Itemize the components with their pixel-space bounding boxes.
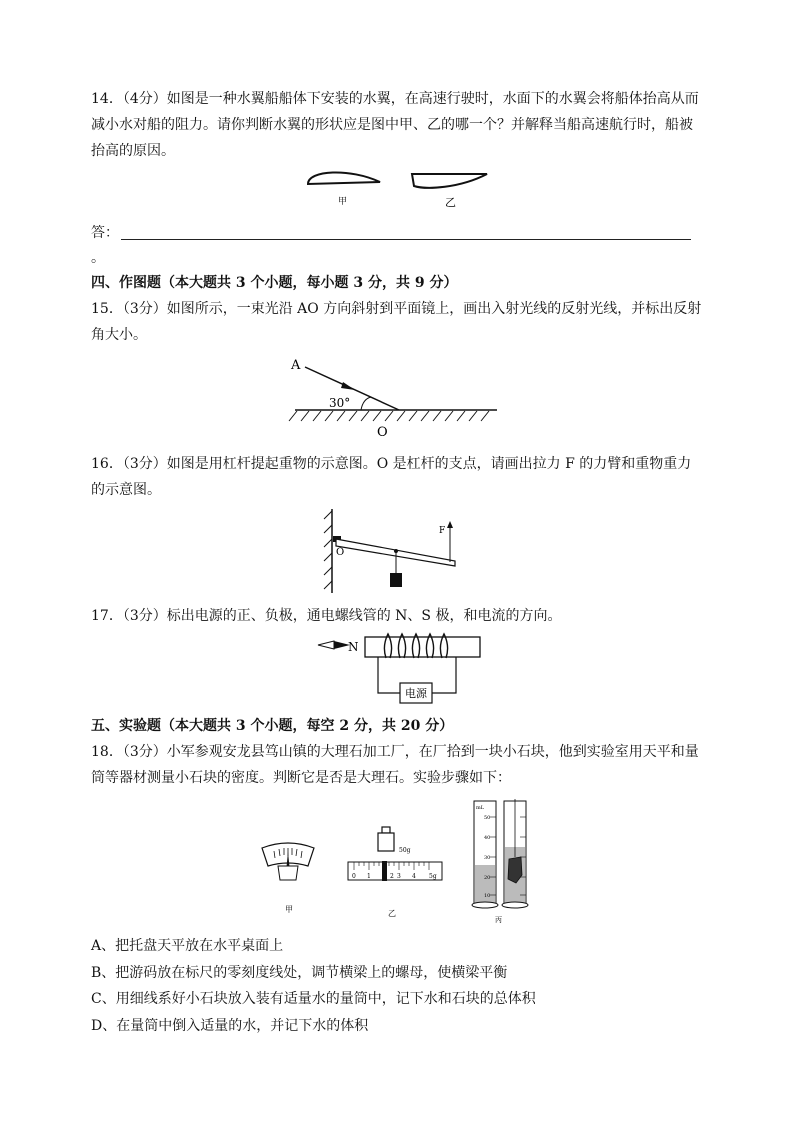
q15-text: 15．（3分）如图所示，一束光沿 AO 方向斜射到平面镜上，画出入射光线的反射光线，并标出反射角大小。 [91,301,702,343]
section5-title: 五、实验题（本大题共 3 个小题，每空 2 分，共 20 分） [91,718,454,734]
cyl-mark-50: 50 [484,815,491,821]
ruler-tick-3: 3 [397,873,401,880]
answer-line[interactable] [121,239,691,240]
hydrofoil-yi-shape [412,174,487,188]
label-yi-18: 乙 [388,909,396,918]
balance-figure [256,838,321,918]
step-d: D、在量筒中倒入适量的水，并记下水的体积 [91,1018,369,1034]
wire-right [432,657,456,693]
q16-text: 16．（3分）如图是用杠杆提起重物的示意图。O 是杠杆的支点，请画出拉力 F 的力臂和重物重力的示意图。 [91,456,692,498]
label-a: A [291,358,301,373]
ruler-tick-4: 4 [412,873,416,880]
q18-text: 18．（3分）小军参观安龙县笃山镇的大理石加工厂，在厂拾到一块小石块，他到实验室用天平和量筒等器材测量小石块的密度。判断它是否是大理石。实验步骤如下： [91,744,699,786]
angle-arc [361,397,371,410]
q14-text: 14．（4分）如图是一种水翼船船体下安装的水翼，在高速行驶时，水面下的水翼会将船体抬高从而减小水对船的阻力。请你判断水翼的形状应是图中甲、乙的哪一个？并解释当船高速航行时，船被抬高的原因。 [91,91,699,159]
step-b: B、把游码放在标尺的零刻度线处，调节横梁上的螺母，使横梁平衡 [91,965,508,981]
rider-slider[interactable] [382,861,387,881]
scale-base [278,866,298,880]
label-o: O [336,547,345,558]
cylinder-figure [466,795,538,927]
ruler-tick-2: 2 [390,873,394,880]
compass-needle-icon [318,641,334,649]
ruler-tick-5: 5g [429,873,437,880]
weight-hook [382,827,390,833]
cylinder-right [502,799,528,908]
weight-body [378,833,394,851]
label-jia: 甲 [338,197,348,207]
step-c: C、用细线系好小石块放入装有适量水的量筒中，记下水和石块的总体积 [91,991,536,1007]
weight-label: 50g [399,847,411,854]
cyl-mark-30: 30 [484,855,491,861]
mirror-hatching [289,411,489,421]
ruler-tick-1: 1 [367,873,371,880]
label-n: N [348,640,359,654]
label-power: 电源 [405,687,427,700]
rider-ruler-figure [346,824,446,920]
cyl-mark-40: 40 [484,835,491,841]
wall-hatching [324,511,332,589]
label-f: F [439,526,446,536]
label-o: O [377,425,388,440]
answer-end: 。 [91,250,105,266]
cylinder-left [472,801,498,908]
lever-figure [320,505,470,597]
ruler-tick-0: 0 [352,873,356,880]
solenoid-figure [310,633,490,713]
step-a: A、把托盘天平放在水平桌面上 [91,938,284,954]
load-weight [390,573,402,587]
label-jia-18: 甲 [285,905,293,914]
q17-text: 17．（3分）标出电源的正、负极，通电螺线管的 N、S 极，和电流的方向。 [91,608,562,624]
force-arrow-icon [447,521,453,528]
cyl-mark-10: 10 [484,893,491,899]
label-yi: 乙 [445,196,456,209]
section4-title: 四、作图题（本大题共 3 个小题，每小题 3 分，共 9 分） [91,275,458,291]
solenoid-tube [365,637,480,657]
hydrofoil-figure [300,164,500,214]
hydrofoil-jia-shape [308,172,380,184]
cyl-mark-20: 20 [484,875,491,881]
wire-left [378,657,400,693]
label-bing: 丙 [495,916,502,924]
answer-label: 答： [91,225,119,241]
cyl-unit-left: mL [476,805,485,811]
ruler-body [348,862,442,880]
ray-arrow-icon [341,382,355,390]
label-angle: 30° [329,396,351,410]
mirror-figure [285,355,505,440]
